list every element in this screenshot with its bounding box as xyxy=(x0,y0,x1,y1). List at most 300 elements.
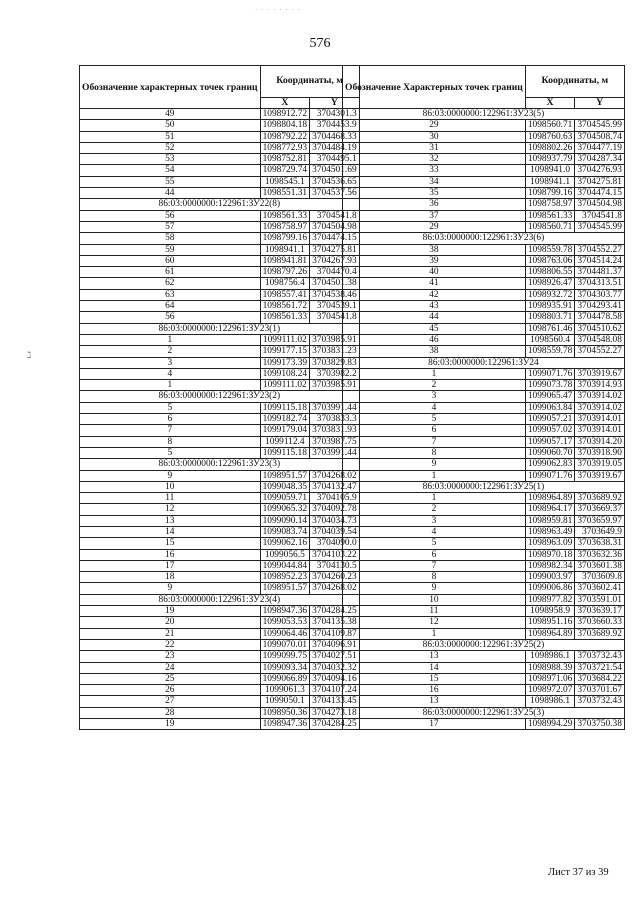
y-coordinate-cell: 3704548.08 xyxy=(575,334,625,345)
table-row xyxy=(343,176,625,187)
y-coordinate-cell: 3704477.19 xyxy=(575,142,625,153)
point-id-cell: 49 xyxy=(80,109,261,120)
header-points-label: Обозначение характерных точек границ xyxy=(80,66,261,109)
y-coordinate-cell: 3703684.22 xyxy=(575,673,625,684)
x-coordinate-cell: 1099057.17 xyxy=(525,436,575,447)
x-coordinate-cell: 1098799.16 xyxy=(525,188,575,199)
point-id-cell: 29 xyxy=(343,221,526,232)
point-id-cell: 28 xyxy=(80,707,261,718)
point-id-cell: 50 xyxy=(80,120,261,131)
x-coordinate-cell: 1098994.29 xyxy=(525,719,575,730)
y-coordinate-cell: 3703701.67 xyxy=(575,685,625,696)
point-id-cell: 63 xyxy=(80,289,261,300)
y-coordinate-cell: 3704514.24 xyxy=(575,255,625,266)
point-id-cell: 11 xyxy=(80,493,261,504)
table-row xyxy=(343,447,625,458)
table-row xyxy=(80,176,360,187)
x-coordinate-cell: 1098982.34 xyxy=(525,560,575,571)
point-id-cell: 27 xyxy=(80,696,261,707)
y-coordinate-cell: 3703659.97 xyxy=(575,515,625,526)
table-row xyxy=(343,391,625,402)
table-row xyxy=(80,142,360,153)
x-coordinate-cell: 1098763.06 xyxy=(525,255,575,266)
header-y-label: Y xyxy=(575,97,625,108)
table-row xyxy=(80,255,360,266)
point-id-cell: 12 xyxy=(343,617,526,628)
y-coordinate-cell: 3703649.9 xyxy=(575,526,625,537)
table-row xyxy=(80,244,360,255)
y-coordinate-cell: 3704504.98 xyxy=(575,199,625,210)
table-row xyxy=(343,402,625,413)
x-coordinate-cell: 1098557.41 xyxy=(260,289,310,300)
cadastral-group-label: 86:03:0000000:122961:ЗУ23(3) xyxy=(80,459,360,470)
y-coordinate-cell: 3704537.56 xyxy=(310,188,360,199)
y-coordinate-cell: 3704109.87 xyxy=(310,628,360,639)
y-coordinate-cell: 3703914.02 xyxy=(575,402,625,413)
x-coordinate-cell: 1098806.55 xyxy=(525,267,575,278)
y-coordinate-cell: 3704132.47 xyxy=(310,481,360,492)
margin-mark: ℷ xyxy=(27,350,32,360)
group-header-row xyxy=(343,357,625,368)
x-coordinate-cell: 1098986.1 xyxy=(525,696,575,707)
table-row xyxy=(80,447,360,458)
y-coordinate-cell: 3704481.37 xyxy=(575,267,625,278)
x-coordinate-cell: 1098947.36 xyxy=(260,719,310,730)
y-coordinate-cell: 3704275.81 xyxy=(575,176,625,187)
y-coordinate-cell: 3704474.15 xyxy=(575,188,625,199)
x-coordinate-cell: 1099090.14 xyxy=(260,515,310,526)
y-coordinate-cell: 3704267.93 xyxy=(310,255,360,266)
point-id-cell: 13 xyxy=(343,651,526,662)
point-id-cell: 19 xyxy=(80,606,261,617)
group-header-row xyxy=(343,233,625,244)
point-id-cell: 22 xyxy=(80,639,261,650)
x-coordinate-cell: 1098912.72 xyxy=(260,109,310,120)
point-id-cell: 1 xyxy=(343,368,526,379)
point-id-cell: 4 xyxy=(343,402,526,413)
x-coordinate-cell: 1099070.01 xyxy=(260,639,310,650)
y-coordinate-cell: 3703591.01 xyxy=(575,594,625,605)
x-coordinate-cell: 1099050.1 xyxy=(260,696,310,707)
x-coordinate-cell: 1098941.1 xyxy=(260,244,310,255)
y-coordinate-cell: 3703639.17 xyxy=(575,606,625,617)
y-coordinate-cell: 3704301.3 xyxy=(310,109,360,120)
y-coordinate-cell: 3703914.20 xyxy=(575,436,625,447)
point-id-cell: 19 xyxy=(80,719,261,730)
y-coordinate-cell: 3704545.99 xyxy=(575,120,625,131)
cadastral-group-label: 86:03:0000000:122961:ЗУ23(2) xyxy=(80,391,360,402)
point-id-cell: 17 xyxy=(343,719,526,730)
table-row xyxy=(80,628,360,639)
x-coordinate-cell: 1099073.78 xyxy=(525,380,575,391)
point-id-cell: 3 xyxy=(343,515,526,526)
table-row xyxy=(80,707,360,718)
cadastral-group-label: 86:03:0000000:122961:ЗУ23(5) xyxy=(343,109,625,120)
y-coordinate-cell: 3703660.33 xyxy=(575,617,625,628)
point-id-cell: 43 xyxy=(343,301,526,312)
table-row xyxy=(343,436,625,447)
point-id-cell: 15 xyxy=(80,538,261,549)
x-coordinate-cell: 1099111.02 xyxy=(260,380,310,391)
table-row xyxy=(80,606,360,617)
point-id-cell: 21 xyxy=(80,628,261,639)
y-coordinate-cell: 3704027.51 xyxy=(310,651,360,662)
cadastral-group-label: 86:03:0000000:122961:ЗУ25(2) xyxy=(343,639,625,650)
y-coordinate-cell: 3704501.69 xyxy=(310,165,360,176)
table-row xyxy=(343,515,625,526)
table-row xyxy=(343,131,625,142)
table-row xyxy=(80,651,360,662)
table-row xyxy=(343,470,625,481)
table-row xyxy=(80,154,360,165)
table-row xyxy=(80,504,360,515)
x-coordinate-cell: 1098804.18 xyxy=(260,120,310,131)
sheet-footer: Лист 37 из 39 xyxy=(548,867,609,878)
y-coordinate-cell: 3704538.46 xyxy=(310,289,360,300)
point-id-cell: 54 xyxy=(80,165,261,176)
table-row xyxy=(343,719,625,730)
table-row xyxy=(343,594,625,605)
y-coordinate-cell: 3704284.25 xyxy=(310,719,360,730)
point-id-cell: 44 xyxy=(343,312,526,323)
y-coordinate-cell: 3704545.99 xyxy=(575,221,625,232)
x-coordinate-cell: 1098963.09 xyxy=(525,538,575,549)
x-coordinate-cell: 1098951.57 xyxy=(260,470,310,481)
x-coordinate-cell: 1098559.78 xyxy=(525,244,575,255)
table-row xyxy=(343,188,625,199)
header-coordinates-label: Координаты, м xyxy=(260,66,359,98)
table-row xyxy=(343,425,625,436)
y-coordinate-cell: 3703919.05 xyxy=(575,459,625,470)
group-header-row xyxy=(343,481,625,492)
y-coordinate-cell: 3704478.58 xyxy=(575,312,625,323)
y-coordinate-cell: 3703831.93 xyxy=(310,425,360,436)
point-id-cell: 37 xyxy=(343,210,526,221)
table-row xyxy=(80,470,360,481)
header-points-label: Обозначение Характерных точек границ xyxy=(343,66,526,109)
x-coordinate-cell: 1098560.71 xyxy=(525,120,575,131)
table-row xyxy=(80,538,360,549)
table-row xyxy=(80,334,360,345)
table-row xyxy=(343,142,625,153)
x-coordinate-cell: 1099066.89 xyxy=(260,673,310,684)
group-header-row xyxy=(80,459,360,470)
x-coordinate-cell: 1098937.79 xyxy=(525,154,575,165)
x-coordinate-cell: 1099065.47 xyxy=(525,391,575,402)
point-id-cell: 52 xyxy=(80,142,261,153)
point-id-cell: 18 xyxy=(80,572,261,583)
table-row xyxy=(343,685,625,696)
y-coordinate-cell: 3703991.44 xyxy=(310,447,360,458)
y-coordinate-cell: 3703632.36 xyxy=(575,549,625,560)
table-row xyxy=(80,662,360,673)
point-id-cell: 44 xyxy=(80,188,261,199)
table-row xyxy=(80,165,360,176)
table-row xyxy=(80,414,360,425)
table-row xyxy=(80,719,360,730)
x-coordinate-cell: 1098951.57 xyxy=(260,583,310,594)
x-coordinate-cell: 1098560.71 xyxy=(525,221,575,232)
point-id-cell: 3 xyxy=(80,357,261,368)
x-coordinate-cell: 1098952.23 xyxy=(260,572,310,583)
cadastral-group-label: 86:03:0000000:122961:ЗУ25(3) xyxy=(343,707,625,718)
x-coordinate-cell: 1098941.81 xyxy=(260,255,310,266)
point-id-cell: 16 xyxy=(80,549,261,560)
table-row xyxy=(343,323,625,334)
point-id-cell: 17 xyxy=(80,560,261,571)
point-id-cell: 13 xyxy=(80,515,261,526)
point-id-cell: 8 xyxy=(343,572,526,583)
y-coordinate-cell: 3703750.38 xyxy=(575,719,625,730)
table-row xyxy=(80,639,360,650)
y-coordinate-cell: 3704268.02 xyxy=(310,470,360,481)
x-coordinate-cell: 1099099.75 xyxy=(260,651,310,662)
table-row xyxy=(343,572,625,583)
point-id-cell: 5 xyxy=(80,402,261,413)
point-id-cell: 11 xyxy=(343,606,526,617)
point-id-cell: 13 xyxy=(343,696,526,707)
point-id-cell: 25 xyxy=(80,673,261,684)
point-id-cell: 20 xyxy=(80,617,261,628)
x-coordinate-cell: 1098772.93 xyxy=(260,142,310,153)
point-id-cell: 1 xyxy=(80,334,261,345)
table-row xyxy=(343,244,625,255)
table-row xyxy=(343,165,625,176)
x-coordinate-cell: 1098988.39 xyxy=(525,662,575,673)
point-id-cell: 6 xyxy=(80,414,261,425)
point-id-cell: 14 xyxy=(343,662,526,673)
x-coordinate-cell: 1099115.18 xyxy=(260,447,310,458)
x-coordinate-cell: 1098947.36 xyxy=(260,606,310,617)
table-row xyxy=(343,255,625,266)
table-row xyxy=(343,617,625,628)
table-row xyxy=(80,560,360,571)
x-coordinate-cell: 1098941.1 xyxy=(525,176,575,187)
table-row xyxy=(80,515,360,526)
point-id-cell: 10 xyxy=(343,594,526,605)
point-id-cell: 24 xyxy=(80,662,261,673)
y-coordinate-cell: 3703689.92 xyxy=(575,628,625,639)
group-header-row xyxy=(343,109,625,120)
group-header-row xyxy=(343,707,625,718)
group-header-row xyxy=(80,323,360,334)
group-header-row xyxy=(343,639,625,650)
point-id-cell: 57 xyxy=(80,221,261,232)
table-row xyxy=(80,549,360,560)
y-coordinate-cell: 3703609.8 xyxy=(575,572,625,583)
table-row xyxy=(80,673,360,684)
y-coordinate-cell: 3704552.27 xyxy=(575,244,625,255)
x-coordinate-cell: 1098756.4 xyxy=(260,278,310,289)
table-row xyxy=(80,685,360,696)
x-coordinate-cell: 1099108.24 xyxy=(260,368,310,379)
y-coordinate-cell: 3704135.38 xyxy=(310,617,360,628)
x-coordinate-cell: 1098977.82 xyxy=(525,594,575,605)
point-id-cell: 1 xyxy=(343,470,526,481)
y-coordinate-cell: 3704510.62 xyxy=(575,323,625,334)
table-row xyxy=(80,357,360,368)
point-id-cell: 9 xyxy=(80,470,261,481)
point-id-cell: 30 xyxy=(343,131,526,142)
point-id-cell: 5 xyxy=(343,414,526,425)
y-coordinate-cell: 3704284.25 xyxy=(310,606,360,617)
y-coordinate-cell: 3704474.15 xyxy=(310,233,360,244)
table-row xyxy=(343,154,625,165)
y-coordinate-cell: 3704090.0 xyxy=(310,538,360,549)
point-id-cell: 10 xyxy=(80,481,261,492)
table-row xyxy=(343,504,625,515)
table-row xyxy=(343,278,625,289)
table-row xyxy=(80,425,360,436)
table-row xyxy=(343,267,625,278)
point-id-cell: 9 xyxy=(80,583,261,594)
x-coordinate-cell: 1099071.76 xyxy=(525,368,575,379)
x-coordinate-cell: 1098959.81 xyxy=(525,515,575,526)
point-id-cell: 38 xyxy=(343,346,526,357)
x-coordinate-cell: 1099179.04 xyxy=(260,425,310,436)
y-coordinate-cell: 3704484.19 xyxy=(310,142,360,153)
table-row xyxy=(80,402,360,413)
header-x-label: X xyxy=(525,97,575,108)
point-id-cell: 9 xyxy=(343,583,526,594)
y-coordinate-cell: 3704092.78 xyxy=(310,504,360,515)
x-coordinate-cell: 1098792.22 xyxy=(260,131,310,142)
x-coordinate-cell: 1098935.91 xyxy=(525,301,575,312)
point-id-cell: 1 xyxy=(80,380,261,391)
x-coordinate-cell: 1098802.26 xyxy=(525,142,575,153)
x-coordinate-cell: 1098964.89 xyxy=(525,493,575,504)
x-coordinate-cell: 1098970.18 xyxy=(525,549,575,560)
point-id-cell: 1 xyxy=(343,493,526,504)
y-coordinate-cell: 3703689.92 xyxy=(575,493,625,504)
y-coordinate-cell: 3703919.67 xyxy=(575,470,625,481)
x-coordinate-cell: 1098760.63 xyxy=(525,131,575,142)
y-coordinate-cell: 3703991.44 xyxy=(310,402,360,413)
group-header-row xyxy=(80,199,360,210)
page-number: 576 xyxy=(309,36,331,51)
point-id-cell: 15 xyxy=(343,673,526,684)
x-coordinate-cell: 1099093.34 xyxy=(260,662,310,673)
y-coordinate-cell: 3703732.43 xyxy=(575,696,625,707)
point-id-cell: 12 xyxy=(80,504,261,515)
point-id-cell: 2 xyxy=(343,380,526,391)
x-coordinate-cell: 1098964.89 xyxy=(525,628,575,639)
x-coordinate-cell: 1099057.02 xyxy=(525,425,575,436)
y-coordinate-cell: 3704501.38 xyxy=(310,278,360,289)
y-coordinate-cell: 3704552.27 xyxy=(575,346,625,357)
point-id-cell: 23 xyxy=(80,651,261,662)
table-row xyxy=(80,368,360,379)
table-row xyxy=(343,210,625,221)
cadastral-group-label: 86:03:0000000:122961:ЗУ22(8) xyxy=(80,199,360,210)
scan-artifact-marks: · · · · · · · · xyxy=(255,6,301,14)
y-coordinate-cell: 3704470.4 xyxy=(310,267,360,278)
y-coordinate-cell: 3704504.98 xyxy=(310,221,360,232)
table-row xyxy=(80,301,360,312)
x-coordinate-cell: 1098559.78 xyxy=(525,346,575,357)
point-id-cell: 29 xyxy=(343,120,526,131)
y-coordinate-cell: 3704541.8 xyxy=(310,210,360,221)
x-coordinate-cell: 1098729.74 xyxy=(260,165,310,176)
y-coordinate-cell: 3704130.5 xyxy=(310,560,360,571)
table-row xyxy=(80,583,360,594)
table-row xyxy=(343,526,625,537)
cadastral-group-label: 86:03:0000000:122961:ЗУ24 xyxy=(343,357,625,368)
point-id-cell: 36 xyxy=(343,199,526,210)
y-coordinate-cell: 3703914.93 xyxy=(575,380,625,391)
x-coordinate-cell: 1099006.86 xyxy=(525,583,575,594)
y-coordinate-cell: 3704453.9 xyxy=(310,120,360,131)
table-row xyxy=(80,278,360,289)
point-id-cell: 1 xyxy=(343,628,526,639)
y-coordinate-cell: 3704287.34 xyxy=(575,154,625,165)
point-id-cell: 8 xyxy=(80,436,261,447)
x-coordinate-cell: 1098971.06 xyxy=(525,673,575,684)
table-row xyxy=(80,188,360,199)
table-row xyxy=(343,199,625,210)
table-row xyxy=(343,538,625,549)
y-coordinate-cell: 3703982.2 xyxy=(310,368,360,379)
y-coordinate-cell: 3704275.81 xyxy=(310,244,360,255)
y-coordinate-cell: 3703831.23 xyxy=(310,346,360,357)
table-row xyxy=(343,334,625,345)
y-coordinate-cell: 3703914.01 xyxy=(575,425,625,436)
y-coordinate-cell: 3703914.02 xyxy=(575,391,625,402)
table-row xyxy=(343,346,625,357)
table-row xyxy=(343,368,625,379)
point-id-cell: 6 xyxy=(343,425,526,436)
x-coordinate-cell: 1098561.72 xyxy=(260,301,310,312)
point-id-cell: 3 xyxy=(343,391,526,402)
table-row xyxy=(80,210,360,221)
table-row xyxy=(343,606,625,617)
y-coordinate-cell: 3703985.91 xyxy=(310,334,360,345)
point-id-cell: 58 xyxy=(80,233,261,244)
point-id-cell: 32 xyxy=(343,154,526,165)
point-id-cell: 5 xyxy=(80,447,261,458)
table-row xyxy=(343,651,625,662)
x-coordinate-cell: 1099060.70 xyxy=(525,447,575,458)
x-coordinate-cell: 1098561.33 xyxy=(260,210,310,221)
y-coordinate-cell: 3704268.02 xyxy=(310,583,360,594)
y-coordinate-cell: 3704468.33 xyxy=(310,131,360,142)
cadastral-group-label: 86:03:0000000:122961:ЗУ23(4) xyxy=(80,594,360,605)
table-row xyxy=(80,120,360,131)
y-coordinate-cell: 3703919.67 xyxy=(575,368,625,379)
x-coordinate-cell: 1099112.4 xyxy=(260,436,310,447)
table-body-right xyxy=(343,109,625,730)
y-coordinate-cell: 3704039.54 xyxy=(310,526,360,537)
table-row xyxy=(80,267,360,278)
point-id-cell: 60 xyxy=(80,255,261,266)
point-id-cell: 6 xyxy=(343,549,526,560)
x-coordinate-cell: 1098758.97 xyxy=(260,221,310,232)
table-row xyxy=(343,560,625,571)
y-coordinate-cell: 3704293.41 xyxy=(575,301,625,312)
y-coordinate-cell: 3704260.23 xyxy=(310,572,360,583)
y-coordinate-cell: 3704034.73 xyxy=(310,515,360,526)
table-row xyxy=(80,221,360,232)
point-id-cell: 39 xyxy=(343,255,526,266)
table-row xyxy=(343,414,625,425)
y-coordinate-cell: 3703829.83 xyxy=(310,357,360,368)
point-id-cell: 38 xyxy=(343,244,526,255)
table-row xyxy=(343,221,625,232)
y-coordinate-cell: 3704133.45 xyxy=(310,696,360,707)
y-coordinate-cell: 3704032.32 xyxy=(310,662,360,673)
point-id-cell: 53 xyxy=(80,154,261,165)
x-coordinate-cell: 1099071.76 xyxy=(525,470,575,481)
